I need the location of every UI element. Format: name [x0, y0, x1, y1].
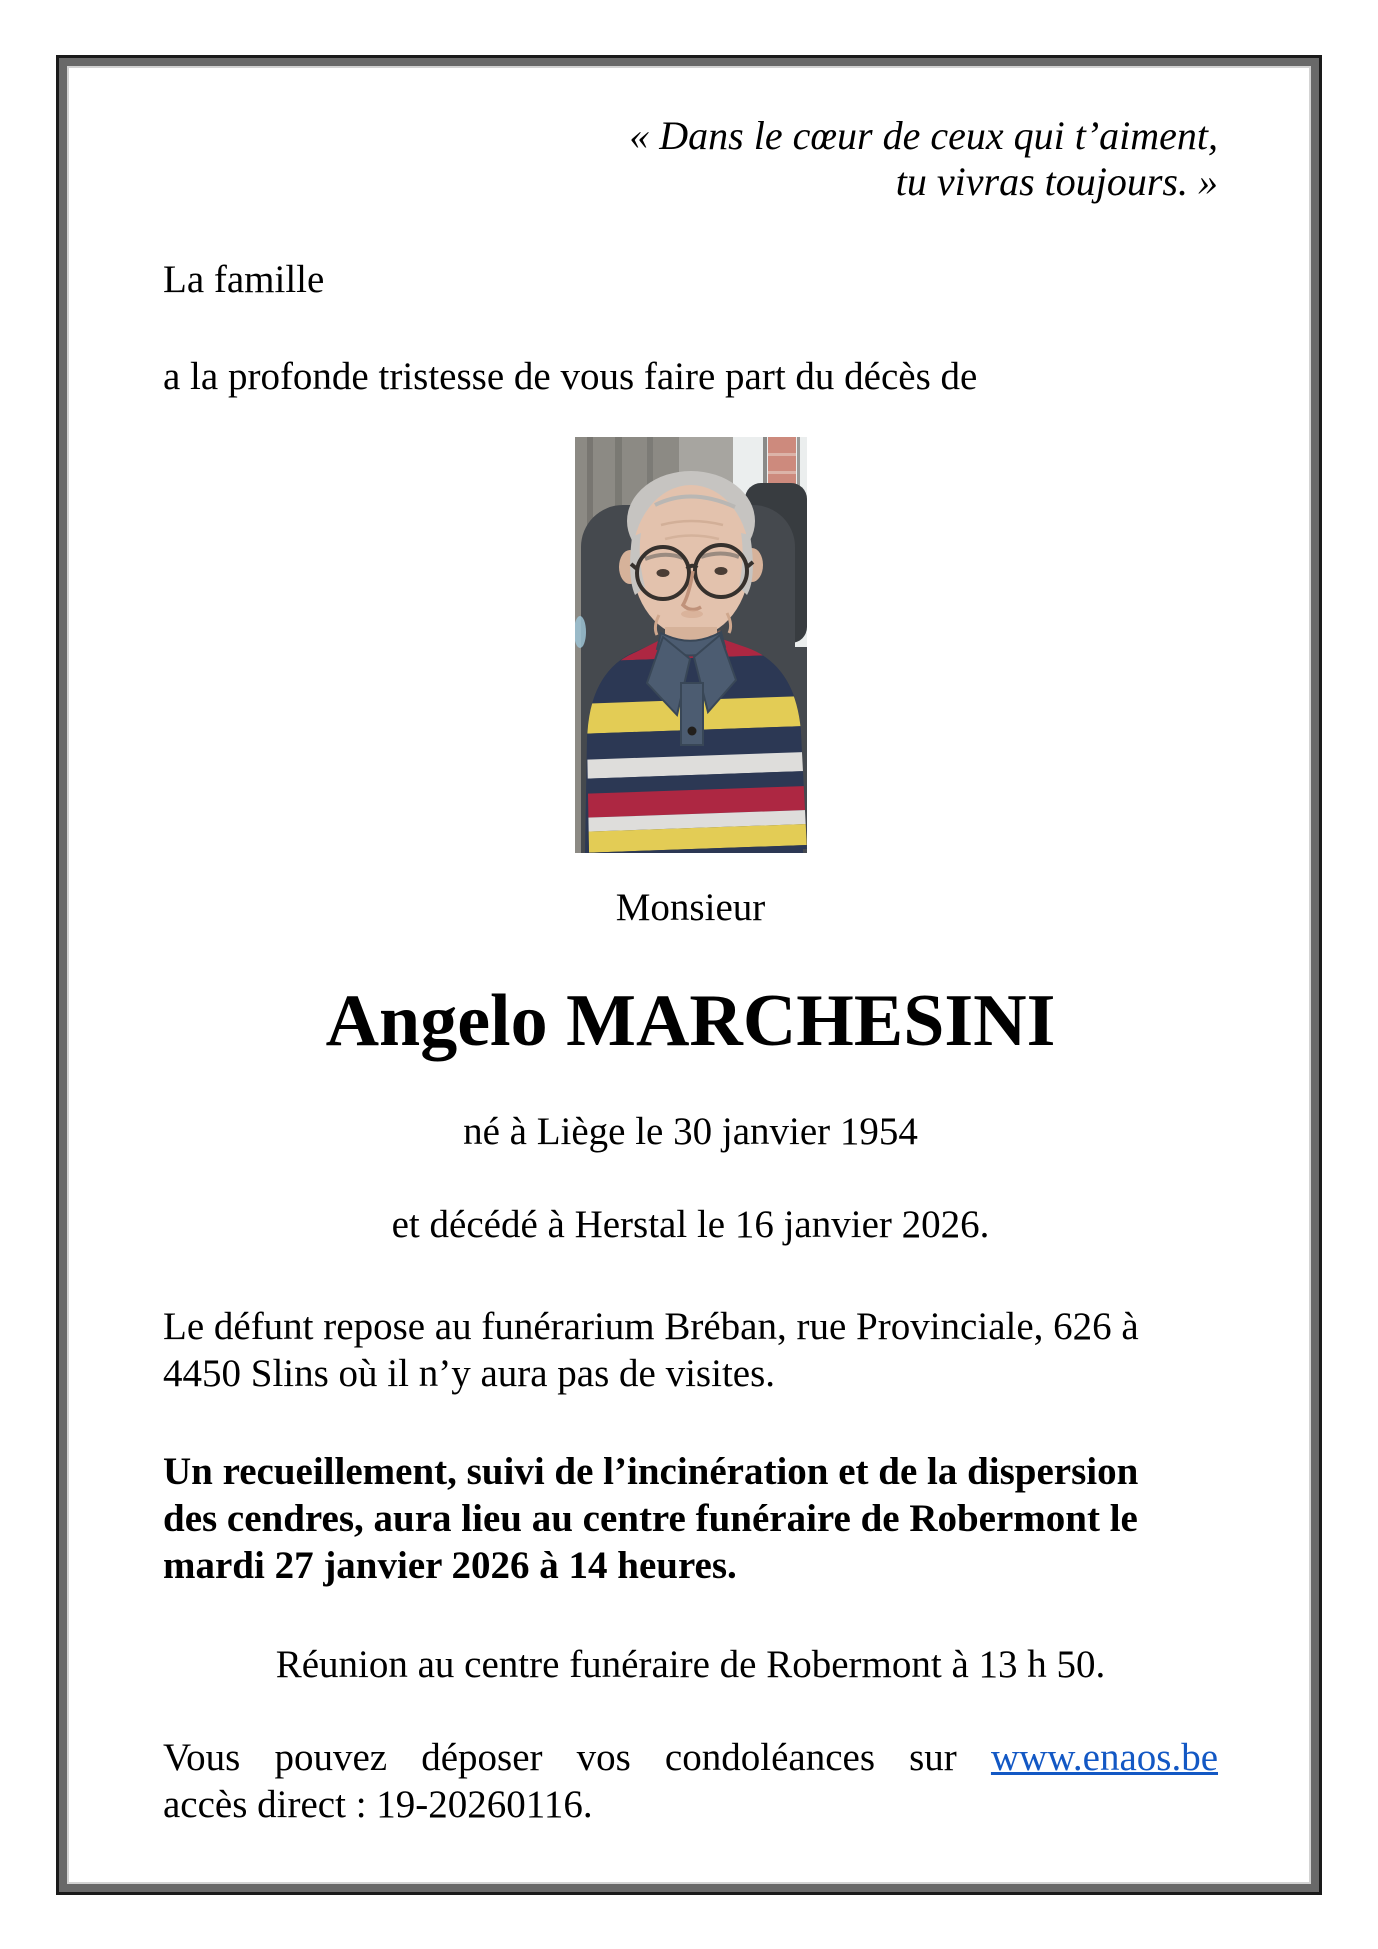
right-eye [714, 567, 727, 575]
repose-line-2: 4450 Slins où il n’y aura pas de visites. [163, 1352, 776, 1395]
ceremony-line-2: des cendres, aura lieu au centre funéraire de Robermont le [163, 1497, 1138, 1540]
deceased-name: Angelo MARCHESINI [325, 980, 1056, 1062]
decorative-frame [56, 55, 1322, 1895]
decorative-frame-inner [67, 66, 1311, 1884]
portrait-photo [575, 437, 807, 853]
quote-line-1: « Dans le cœur de ceux qui t’aiment, [629, 113, 1218, 158]
memorial-quote [163, 113, 1218, 205]
repose-paragraph [163, 1303, 1218, 1397]
decorative-frame-mid [59, 58, 1319, 1892]
ceremony-paragraph [163, 1448, 1218, 1589]
enaos-link[interactable]: www.enaos.be [990, 1736, 1219, 1779]
honorific: Monsieur [615, 886, 766, 929]
access-code-line: accès direct : 19-20260116. [163, 1783, 593, 1826]
ceremony-line-3: mardi 27 janvier 2026 à 14 heures. [163, 1544, 737, 1587]
family-intro: La famille [163, 258, 325, 301]
condolences-text: Vous pouvez déposer vos condoléances sur [163, 1736, 957, 1779]
meeting-line: Réunion au centre funéraire de Robermont à 13 h 50. [275, 1643, 1106, 1686]
death-line: et décédé à Herstal le 16 janvier 2026. [391, 1203, 990, 1246]
quote-line-2: tu vivras toujours. » [895, 159, 1218, 204]
repose-line-1: Le défunt repose au funérarium Bréban, rue Provinciale, 626 à [163, 1305, 1139, 1348]
ceremony-line-1: Un recueillement, suivi de l’incinération et de la dispersion [163, 1450, 1139, 1493]
announcement-line: a la profonde tristesse de vous faire part du décès de [163, 355, 978, 398]
portrait-photo-illustration [575, 437, 807, 853]
notice-content [69, 113, 1309, 1828]
left-eye [656, 569, 669, 577]
condolences-line-1 [163, 1734, 1218, 1781]
shirt-button [687, 727, 696, 736]
birth-line: né à Liège le 30 janvier 1954 [463, 1110, 918, 1153]
condolences-paragraph [163, 1734, 1218, 1828]
